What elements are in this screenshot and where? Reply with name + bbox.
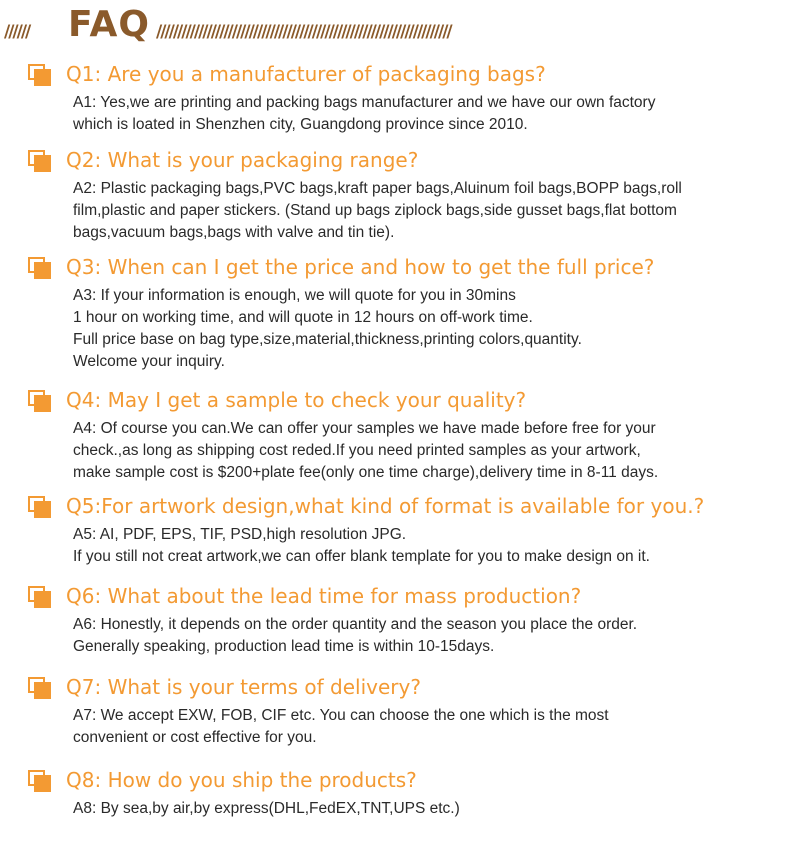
question-row (0, 584, 790, 614)
answer-line: A5: AI, PDF, EPS, TIF, PSD,high resolution JPG. (73, 526, 407, 543)
faq-item (0, 388, 790, 484)
decorative-slashes-right: ////////////////////////////////////////////////////////////////////// (156, 22, 451, 42)
faq-question: Q1: Are you a manufacturer of packaging bags? (66, 62, 546, 86)
faq-item (0, 148, 790, 244)
faq-item (0, 255, 790, 373)
square-bullet-icon (28, 770, 52, 792)
square-bullet-icon (28, 677, 52, 699)
question-row (0, 675, 790, 705)
faq-question: Q7: What is your terms of delivery? (66, 675, 421, 699)
faq-item (0, 768, 790, 820)
faq-answer (73, 614, 763, 658)
faq-answer (73, 92, 763, 136)
faq-item (0, 494, 790, 568)
answer-line: convenient or cost effective for you. (73, 729, 317, 746)
decorative-slashes-left: ////// (4, 22, 30, 42)
question-row (0, 494, 790, 524)
answer-line: A1: Yes,we are printing and packing bags manufacturer and we have our own factory (73, 94, 656, 111)
answer-line: make sample cost is $200+plate fee(only one time charge),delivery time in 8-11 days. (73, 464, 659, 481)
answer-line: check.,as long as shipping cost reded.If you need printed samples as your artwork, (73, 442, 641, 459)
faq-answer (73, 285, 763, 373)
square-bullet-icon (28, 257, 52, 279)
question-row (0, 388, 790, 418)
question-row (0, 62, 790, 92)
faq-answer (73, 798, 763, 820)
answer-line: A3: If your information is enough, we will quote for you in 30mins (73, 287, 516, 304)
question-row (0, 148, 790, 178)
answer-line: 1 hour on working time, and will quote in 12 hours on off-work time. (73, 309, 533, 326)
answer-line: bags,vacuum bags,bags with valve and tin tie). (73, 224, 395, 241)
answer-line: A6: Honestly, it depends on the order quantity and the season you place the order. (73, 616, 638, 633)
faq-question: Q2: What is your packaging range? (66, 148, 419, 172)
question-row (0, 768, 790, 798)
faq-answer (73, 418, 763, 484)
faq-question: Q6: What about the lead time for mass production? (66, 584, 582, 608)
faq-answer (73, 178, 763, 244)
square-bullet-icon (28, 586, 52, 608)
square-bullet-icon (28, 64, 52, 86)
answer-line: which is loated in Shenzhen city, Guangdong province since 2010. (73, 116, 528, 133)
square-bullet-icon (28, 496, 52, 518)
answer-line: If you still not creat artwork,we can offer blank template for you to make design on it. (73, 548, 650, 565)
answer-line: A2: Plastic packaging bags,PVC bags,kraft paper bags,Aluinum foil bags,BOPP bags,roll (73, 180, 682, 197)
question-row (0, 255, 790, 285)
answer-line: film,plastic and paper stickers. (Stand up bags ziplock bags,side gusset bags,flat bottom (73, 202, 677, 219)
page-title: FAQ (68, 4, 150, 45)
faq-question: Q3: When can I get the price and how to get the full price? (66, 255, 655, 279)
answer-line: Welcome your inquiry. (73, 353, 225, 370)
faq-item (0, 584, 790, 658)
answer-line: A7: We accept EXW, FOB, CIF etc. You can choose the one which is the most (73, 707, 609, 724)
faq-question: Q4: May I get a sample to check your quality? (66, 388, 527, 412)
square-bullet-icon (28, 390, 52, 412)
answer-line: Generally speaking, production lead time is within 10-15days. (73, 638, 495, 655)
faq-header (0, 0, 790, 50)
answer-line: A8: By sea,by air,by express(DHL,FedEX,TNT,UPS etc.) (73, 800, 460, 817)
faq-question: Q8: How do you ship the products? (66, 768, 417, 792)
square-bullet-icon (28, 150, 52, 172)
faq-item (0, 675, 790, 749)
faq-answer (73, 705, 763, 749)
answer-line: Full price base on bag type,size,material,thickness,printing colors,quantity. (73, 331, 582, 348)
faq-question: Q5:For artwork design,what kind of format is available for you.? (66, 494, 705, 518)
answer-line: A4: Of course you can.We can offer your samples we have made before free for your (73, 420, 656, 437)
faq-answer (73, 524, 763, 568)
faq-item (0, 62, 790, 136)
